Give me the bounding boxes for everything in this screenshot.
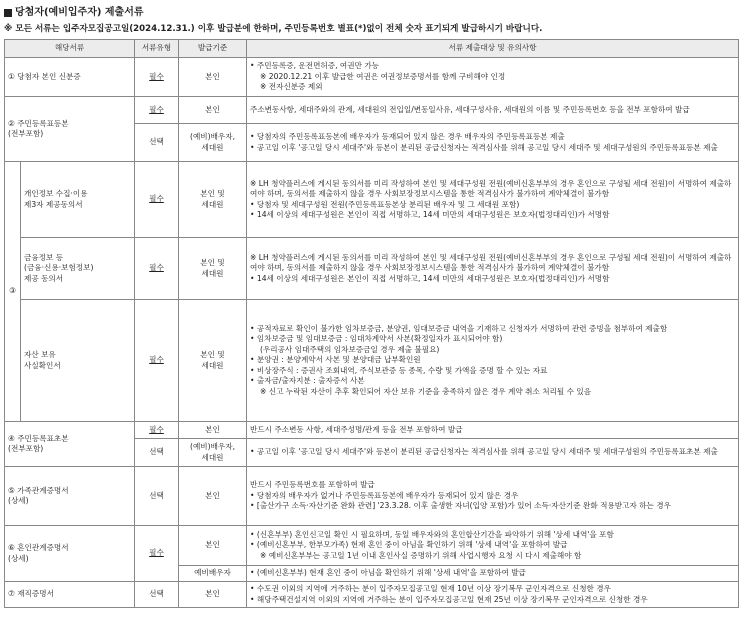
doc-notes: ※ LH 청약플러스에 게시된 동의서를 미리 작성하여 본인 및 세대구성원 전원(예비신혼부부의 경우 혼인으로 구성될 세대 전원)이 서명하여 제출하여야 하며, 동의서를 제출하지 않을 경우 사회보장정보시스템을 통한 적격심사가 불가하여 계약체결이 불가함 • 14세 이상의 세대구성원은 본인이 직접 서명하고, 14세 미만의 세대구성원은 보호자(법정대리인)가 서명함 [247,238,739,300]
doc-notes: • 당첨자의 주민등록표등본에 배우자가 등재되어 있지 않은 경우 배우자의 주민등록표등본 제출 • 공고일 이후 '공고일 당시 세대주'와 등본이 분리된 공급신청자는 적격심사를 위해 공고일 당시 세대주 및 세대구성원의 주민등록표등본 제출 [247,124,739,162]
table-row [5,300,739,422]
doc-basis: 본인 [179,97,247,124]
doc-name: ② 주민등록표등본 (전부포함) [5,97,135,162]
doc-type: 필수 [135,238,179,300]
table-row [5,467,739,526]
doc-notes: • 공고일 이후 '공고일 당시 세대주'와 등본이 분리된 공급신청자는 적격심사를 위해 공고일 당시 세대주 및 세대구성원의 주민등록표초본 제출 [247,439,739,467]
header-document: 해당서류 [5,40,135,58]
doc-type: 선택 [135,467,179,526]
doc-type: 필수 [135,422,179,439]
doc-type: 필수 [135,300,179,422]
doc-basis: 본인 [179,422,247,439]
doc-notes: 반드시 주민등록번호를 포함하여 발급 • 당첨자의 배우자가 없거나 주민등록표등본에 배우자가 등재되어 있지 않은 경우 • [출산가구 소득·자산기준 완화 관련] '23.3.28. 이후 출생한 자녀(입양 포함)가 있어 소득·자산기준 완화 적용받고자 하는 경우 [247,467,739,526]
table-row [5,582,739,608]
table-row [5,97,739,124]
doc-basis: 본인 및 세대원 [179,162,247,238]
doc-name: ① 당첨자 본인 신분증 [5,58,135,97]
doc-notes: • 주민등록증, 운전면허증, 여권만 가능 ※ 2020.12.21 이후 발급한 여권은 여권정보증명서를 함께 구비해야 인정 ※ 전자신분증 제외 [247,58,739,97]
doc-name: 개인정보 수집·이용 제3자 제공동의서 [21,162,135,238]
doc-name: ⑦ 재직증명서 [5,582,135,608]
doc-basis: 예비배우자 [179,566,247,582]
table-row [5,58,739,97]
doc-basis: 본인 [179,58,247,97]
square-bullet-icon [4,9,12,17]
header-notes: 서류 제출대상 및 유의사항 [247,40,739,58]
doc-type: 필수 [135,97,179,124]
doc-notes: ※ LH 청약플러스에 게시된 동의서를 미리 작성하여 본인 및 세대구성원 전원(예비신혼부부의 경우 혼인으로 구성될 세대 전원)이 서명하여 제출하여야 하며, 동의서를 제출하지 않을 경우 사회보장정보시스템을 통한 적격심사가 불가하여 계약체결이 불가함 • 당첨자 및 세대구성원 전원(주민등록표등본상 분리된 배우자 및 그 세대원 포함) • 14세 이상의 세대구성원은 본인이 직접 서명하고, 14세 미만의 세대구성원은 보호자(법정대리인)가 서명함 [247,162,739,238]
doc-notes: • (신혼부부) 혼인신고일 확인 시 필요하며, 동일 배우자와의 혼인합산기간을 파악하기 위해 '상세 내역'을 포함 • (예비신혼부부, 한부모가족) 현재 혼인 중이 아님을 확인하기 위해 '상세 내역'을 포함하여 발급 ※ 예비신혼부부는 공고일 1년 이내 혼인사실 증명하기 위해 사업시행자 요청 시 다시 제출해야 함 [247,526,739,566]
doc-type: 필수 [135,526,179,582]
header-type: 서류유형 [135,40,179,58]
doc-notes: • 수도권 이외의 지역에 거주하는 분이 입주자모집공고일 현재 10년 이상 장기복무 군인자격으로 신청한 경우 • 해당주택건설지역 이외의 지역에 거주하는 분이 입주자모집공고일 현재 25년 이상 장기복무 군인자격으로 신청한 경우 [247,582,739,608]
doc-type: 선택 [135,439,179,467]
notice-text: ※ 모든 서류는 입주자모집공고일(2024.12.31.) 이후 발급분에 한하며, 주민등록번호 별표(*)없이 전체 숫자 표기되게 발급하시기 바랍니다. [4,24,543,34]
documents-table [4,39,739,608]
doc-basis: 본인 및 세대원 [179,300,247,422]
table-row [5,422,739,439]
doc-name: 금융정보 등 (금융·신용·보험정보) 제공 동의서 [21,238,135,300]
doc-name: ⑥ 혼인관계증명서 (상세) [5,526,135,582]
table-row [5,526,739,566]
doc-notes: • 공적자료로 확인이 불가한 임차보증금, 분양권, 임대보증금 내역을 기재하고 신청자가 서명하여 관련 증빙을 첨부하여 제출함 • 임차보증금 및 임대보증금 : 임대차계약서 사본(확정일자가 표시되어야 함) (우리공사 임대주택의 임차보증금일 경우 제출 불필요) • 분양권 : 분양계약서 사본 및 분양대금 납부확인원 • 비상장주식 : 증권사 조회내역, 주식보관증 등 종목, 수량 및 가액을 증명 할 수 있는 자료 • 출자금/출자지분 : 출자증서 사본 ※ 신고 누락된 자산이 추후 확인되어 자산 보유 기준을 충족하지 않은 경우 계약 취소 처리될 수 있음 [247,300,739,422]
group-number: ③ [5,162,21,422]
doc-basis: (예비)배우자, 세대원 [179,439,247,467]
doc-basis: 본인 [179,582,247,608]
doc-name: ⑤ 가족관계증명서 (상세) [5,467,135,526]
doc-notes: • (예비신혼부부) 현재 혼인 중이 아님을 확인하기 위해 '상세 내역'을 포함하여 발급 [247,566,739,582]
doc-basis: 본인 [179,467,247,526]
table-row [5,238,739,300]
header-basis: 발급기준 [179,40,247,58]
doc-basis: 본인 및 세대원 [179,238,247,300]
doc-basis: (예비)배우자, 세대원 [179,124,247,162]
doc-type: 선택 [135,582,179,608]
doc-notes: 주소변동사항, 세대주와의 관계, 세대원의 전입일/변동일사유, 세대구성사유, 세대원의 이름 및 주민등록번호 등을 전부 포함하여 발급 [247,97,739,124]
doc-name: ④ 주민등록표초본 (전부포함) [5,422,135,467]
doc-type: 선택 [135,124,179,162]
table-row [5,162,739,238]
doc-type: 필수 [135,162,179,238]
doc-name: 자산 보유 사실확인서 [21,300,135,422]
section-title: 당첨자(예비입주자) 제출서류 [4,6,739,20]
doc-basis: 본인 [179,526,247,566]
table-header-row [5,40,739,58]
doc-type: 필수 [135,58,179,97]
doc-notes: 반드시 주소변동 사항, 세대주성명/관계 등을 전부 포함하여 발급 [247,422,739,439]
